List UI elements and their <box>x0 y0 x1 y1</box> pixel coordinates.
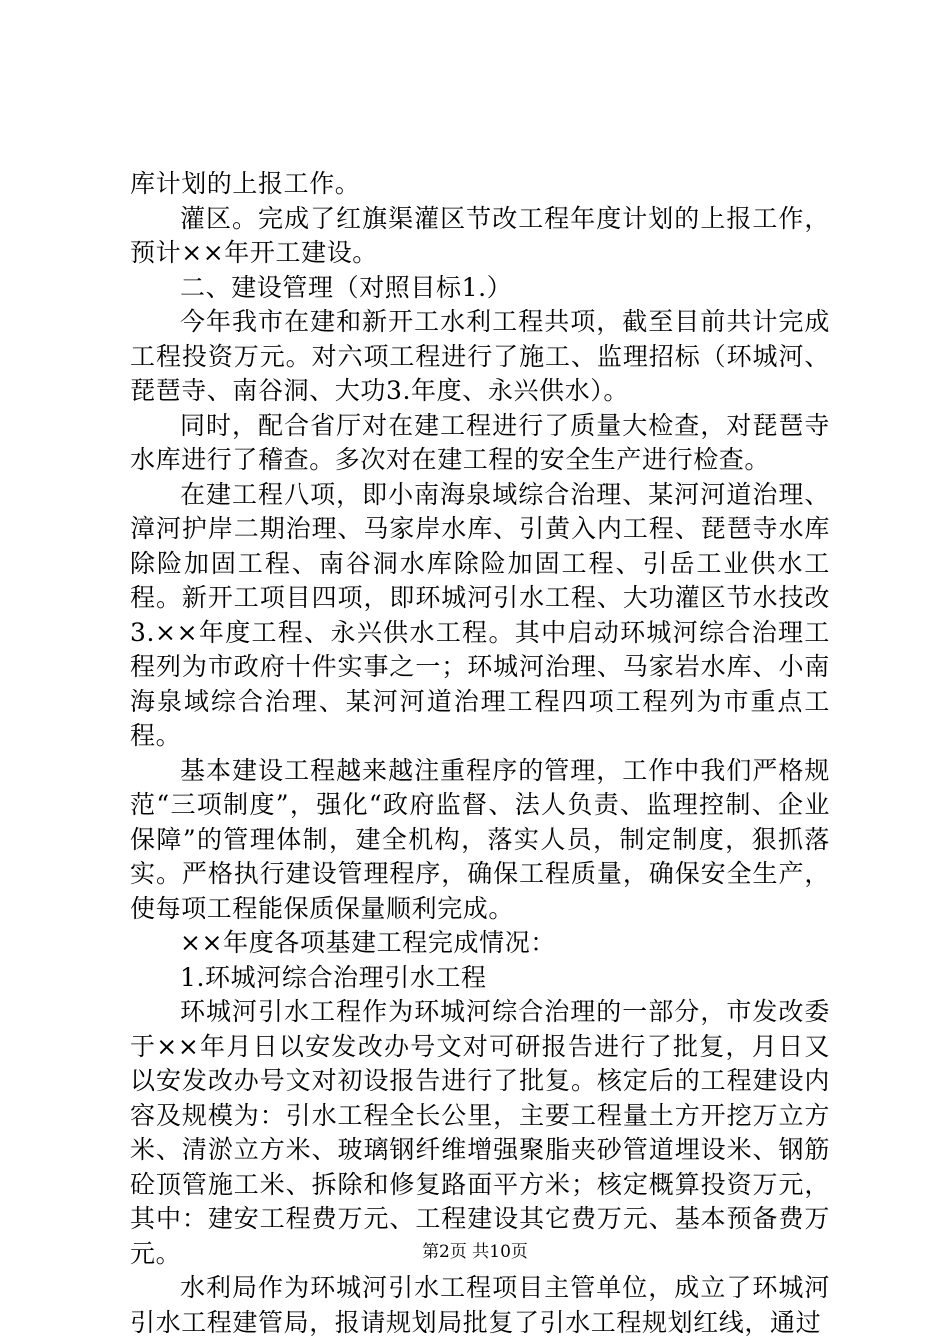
paragraph: 灌区。完成了红旗渠灌区节改工程年度计划的上报工作，预计××年开工建设。 <box>130 203 830 267</box>
paragraph: 1.环城河综合治理引水工程 <box>180 962 487 992</box>
document-body <box>130 167 830 1340</box>
paragraph: 二、建设管理（对照目标1.） <box>180 272 513 302</box>
paragraph: 水利局作为环城河引水工程项目主管单位，成立了环城河引水工程建管局，报请规划局批复了引水工程规划红线，通过 <box>130 1273 830 1337</box>
page-footer: 第2页 共10页 <box>422 1242 528 1262</box>
paragraph: 今年我市在建和新开工水利工程共项，截至目前共计完成工程投资万元。对六项工程进行了施工、监理招标（环城河、琵琶寺、南谷洞、大功3.年度、永兴供水）。 <box>130 307 830 405</box>
paragraph: 同时，配合省厅对在建工程进行了质量大检查，对琵琶寺水库进行了稽查。多次对在建工程的安全生产进行检查。 <box>130 410 830 474</box>
paragraph: 在建工程八项，即小南海泉域综合治理、某河河道治理、漳河护岸二期治理、马家岸水库、引黄入内工程、琵琶寺水库除险加固工程、南谷洞水库除险加固工程、引岳工业供水工程。新开工项目四项，即环城河引水工程、大功灌区节水技改3.××年度工程、永兴供水工程。其中启动环城河综合治理工程列为市政府十件实事之一；环城河治理、马家岩水库、小南海泉域综合治理、某河河道治理工程四项工程列为市重点工程。 <box>130 479 830 750</box>
paragraph: 环城河引水工程作为环城河综合治理的一部分，市发改委于××年月日以安发改办号文对可研报告进行了批复，月日又以安发改办号文对初设报告进行了批复。核定后的工程建设内容及规模为：引水工程全长公里，主要工程量土方开挖万立方米、清淤立方米、玻璃钢纤维增强聚脂夹砂管道埋设米、钢筋砼顶管施工米、拆除和修复路面平方米；核定概算投资万元，其中：建安工程费万元、工程建设其它费万元、基本预备费万元。 <box>130 997 830 1268</box>
paragraph: ××年度各项基建工程完成情况： <box>180 928 556 957</box>
paragraph: 库计划的上报工作。 <box>130 169 361 198</box>
paragraph: 基本建设工程越来越注重程序的管理，工作中我们严格规范“三项制度”，强化“政府监督、法人负责、监理控制、企业保障”的管理体制，建全机构，落实人员，制定制度，狠抓落实。严格执行建设管理程序，确保工程质量，确保安全生产，使每项工程能保质保量顺利完成。 <box>130 755 830 923</box>
